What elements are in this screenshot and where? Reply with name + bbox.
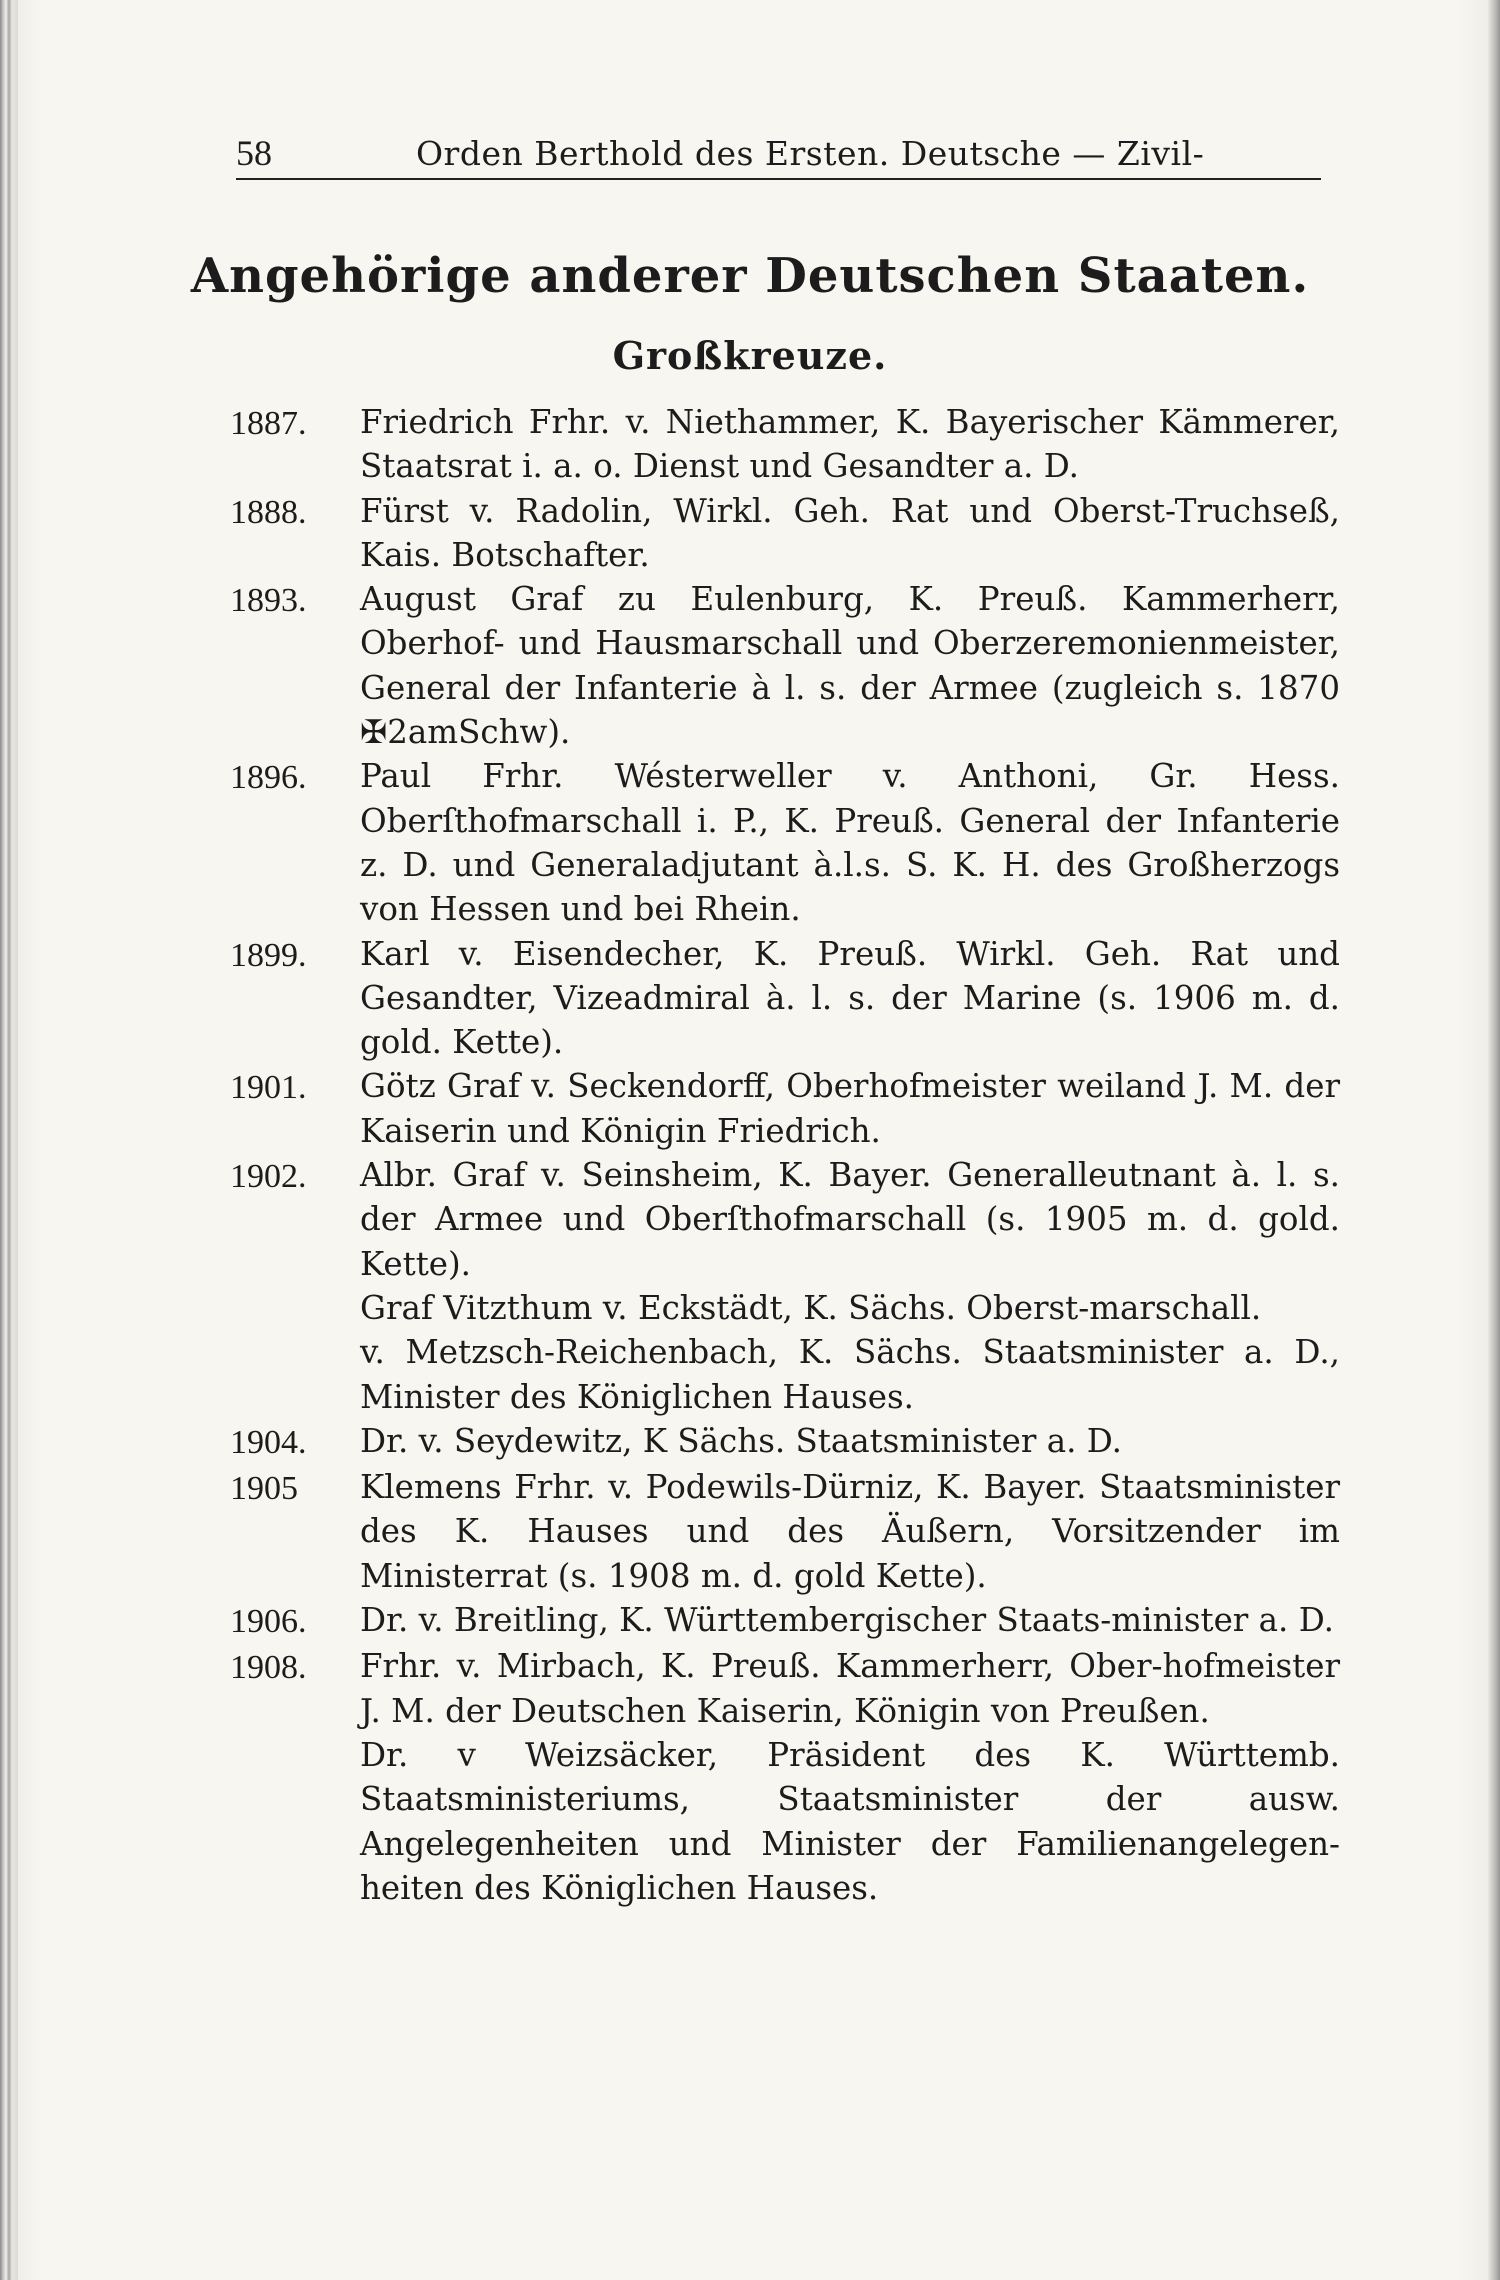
list-item <box>230 489 1340 578</box>
list-item <box>230 1153 1340 1286</box>
list-item <box>230 1733 1340 1910</box>
page-number: 58 <box>236 133 272 173</box>
entry-year: 1902. <box>230 1158 307 1196</box>
page-header <box>236 128 1321 180</box>
entry-text: Albr. Graf v. Seinsheim, K. Bayer. Generalleutnant à. l. s. der Armee und Oberſthofmarschall (s. 1905 m. d. gold. Kette). <box>360 1156 1340 1283</box>
entry-text: Götz Graf v. Seckendorff, Oberhofmeister weiland J. M. der Kaiserin und Königin Friedrich. <box>360 1067 1340 1150</box>
entry-text: Friedrich Frhr. v. Niethammer, K. Bayerischer Kämmerer, Staatsrat i. a. o. Dienst und Gesandter a. D. <box>360 403 1340 486</box>
list-item <box>230 754 1340 931</box>
entry-text: Fürst v. Radolin, Wirkl. Geh. Rat und Oberst-Truchseß, Kais. Botschafter. <box>360 491 1340 574</box>
section-title: Angehörige anderer Deutschen Staaten. <box>190 248 1310 304</box>
entry-text: Klemens Frhr. v. Podewils-Dürniz, K. Bayer. Staatsminister des K. Hauses und des Äußern, Vorsitzender im Ministerrat (s. 1908 m. d. gold Kette). <box>360 1468 1340 1595</box>
entry-year: 1899. <box>230 936 307 974</box>
list-item <box>230 1465 1340 1598</box>
entry-year: 1896. <box>230 759 307 797</box>
entry-text: August Graf zu Eulenburg, K. Preuß. Kammerherr, Oberhof- und Hausmarschall und Oberzeremonienmeister, General der Infanterie à l. s. der Armee (zugleich s. 1870 ✠2amSchw). <box>360 580 1340 752</box>
entry-year: 1893. <box>230 582 307 620</box>
running-head: Orden Berthold des Ersten. Deutsche — Zivil- <box>416 134 1205 173</box>
entry-text: Dr. v. Breitling, K. Württembergischer Staats-minister a. D. <box>360 1601 1334 1640</box>
entry-year: 1908. <box>230 1649 307 1687</box>
list-item <box>230 400 1340 489</box>
list-item <box>230 1419 1340 1465</box>
entry-text: Paul Frhr. Wésterweller v. Anthoni, Gr. Hess. Oberſthofmarschall i. P., K. Preuß. General der Infanterie z. D. und Generaladjutant à.l.s. S. K. H. des Großherzogs von Hessen und bei Rhein. <box>360 757 1340 929</box>
list-item <box>230 1064 1340 1153</box>
list-item <box>230 1286 1340 1330</box>
list-item <box>230 932 1340 1065</box>
entry-text: Dr. v. Seydewitz, K Sächs. Staatsminister a. D. <box>360 1421 1122 1460</box>
entry-year: 1904. <box>230 1423 307 1461</box>
list-item <box>230 1330 1340 1419</box>
entry-year: 1887. <box>230 405 307 442</box>
list-item <box>230 1598 1340 1644</box>
entry-year: 1888. <box>230 493 307 531</box>
list-item <box>230 1644 1340 1733</box>
section-subtitle: Großkreuze. <box>612 333 888 378</box>
entry-text: Dr. v Weizsäcker, Präsident des K. Württemb. Staatsministeriums, Staatsminister der ausw. Angelegenheiten und Minister der Familienangelegen-heiten des Königlichen Hauses. <box>360 1735 1340 1907</box>
entry-text: Karl v. Eisendecher, K. Preuß. Wirkl. Geh. Rat und Gesandter, Vizeadmiral à. l. s. der Marine (s. 1906 m. d. gold. Kette). <box>360 934 1340 1062</box>
entry-year: 1901. <box>230 1069 307 1107</box>
entry-list <box>230 400 1340 1910</box>
entry-text: Frhr. v. Mirbach, K. Preuß. Kammerherr, Ober-hofmeister J. M. der Deutschen Kaiserin, Königin von Preußen. <box>360 1647 1340 1730</box>
entry-text: Graf Vitzthum v. Eckstädt, K. Sächs. Oberst-marschall. <box>360 1288 1262 1327</box>
entry-year: 1906. <box>230 1603 307 1641</box>
entry-year: 1905 <box>230 1470 298 1508</box>
entry-text: v. Metzsch-Reichenbach, K. Sächs. Staatsminister a. D., Minister des Königlichen Hauses. <box>360 1333 1340 1416</box>
list-item <box>230 577 1340 754</box>
